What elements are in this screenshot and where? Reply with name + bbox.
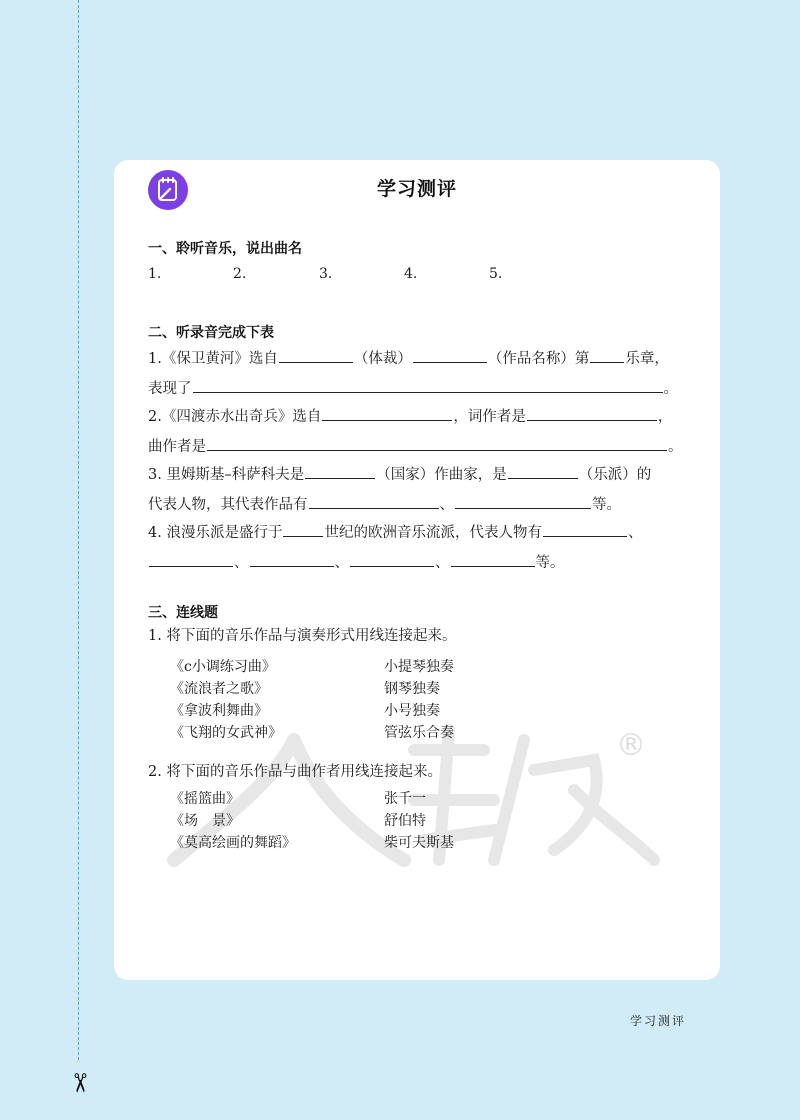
scissors-icon: ✂ [64, 1072, 94, 1094]
answer-blank[interactable] [413, 348, 487, 363]
answer-blank[interactable] [207, 436, 667, 451]
answer-blank[interactable] [543, 522, 627, 537]
answer-number-3: 3. [319, 266, 333, 282]
work-item[interactable]: 《摇篮曲》 [170, 791, 240, 807]
answer-blank[interactable] [193, 378, 663, 393]
question-2-2-line-2: 曲作者是 。 [148, 436, 698, 457]
answer-blank[interactable] [283, 522, 323, 537]
work-item[interactable]: 《飞翔的女武神》 [170, 725, 282, 741]
answer-blank[interactable] [322, 406, 452, 421]
section-3-title: 三、连线题 [148, 605, 218, 621]
composer-item[interactable]: 柴可夫斯基 [384, 835, 454, 851]
answer-blank[interactable] [279, 348, 353, 363]
answer-blank[interactable] [451, 552, 535, 567]
registered-mark: ® [616, 728, 646, 763]
question-2-1-line-2: 表现了 。 [148, 378, 698, 399]
work-item[interactable]: 《拿波利舞曲》 [170, 703, 268, 719]
matching-prompt-2: 2. 将下面的音乐作品与曲作者用线连接起来。 [148, 764, 442, 780]
answer-blank[interactable] [309, 494, 439, 509]
answer-blank[interactable] [250, 552, 334, 567]
answer-blank[interactable] [350, 552, 434, 567]
answer-blank[interactable] [527, 406, 657, 421]
form-item[interactable]: 管弦乐合奏 [384, 725, 454, 741]
form-item[interactable]: 钢琴独奏 [384, 681, 440, 697]
composer-item[interactable]: 舒伯特 [384, 813, 426, 829]
matching-prompt-1: 1. 将下面的音乐作品与演奏形式用线连接起来。 [148, 628, 457, 644]
question-2-2-line-1: 2.《四渡赤水出奇兵》选自 ，词作者是 ， [148, 406, 698, 427]
page-title: 学习测评 [376, 178, 457, 200]
assessment-card [114, 160, 720, 980]
answer-number-1: 1. [148, 266, 162, 282]
work-item[interactable]: 《c小调练习曲》 [170, 659, 276, 675]
answer-number-5: 5. [489, 266, 503, 282]
question-2-4-line-1: 4. 浪漫乐派是盛行于 世纪的欧洲音乐流派，代表人物有 、 [148, 522, 698, 543]
work-item[interactable]: 《流浪者之歌》 [170, 681, 268, 697]
work-item[interactable]: 《场 景》 [170, 813, 240, 829]
question-2-3-line-2: 代表人物，其代表作品有 、 等。 [148, 494, 698, 515]
answer-blank[interactable] [508, 464, 578, 479]
question-2-4-line-2: 、 、 、 等。 [148, 552, 698, 573]
cut-dashed-line [78, 0, 79, 1060]
form-item[interactable]: 小提琴独奏 [384, 659, 454, 675]
section-2-title: 二、听录音完成下表 [148, 325, 274, 341]
page-footer: 学习测评 [630, 1014, 687, 1028]
question-2-1-line-1: 1.《保卫黄河》选自 （体裁） （作品名称）第 乐章， [148, 348, 698, 369]
answer-blank[interactable] [305, 464, 375, 479]
answer-number-2: 2. [233, 266, 247, 282]
work-item[interactable]: 《莫高绘画的舞蹈》 [170, 835, 296, 851]
form-item[interactable]: 小号独奏 [384, 703, 440, 719]
question-2-3-line-1: 3. 里姆斯基–科萨科夫是 （国家）作曲家，是 （乐派）的 [148, 464, 698, 485]
answer-blank[interactable] [149, 552, 233, 567]
answer-number-4: 4. [404, 266, 418, 282]
answer-blank[interactable] [590, 348, 624, 363]
section-1-title: 一、聆听音乐，说出曲名 [148, 241, 302, 257]
composer-item[interactable]: 张千一 [384, 791, 426, 807]
answer-blank[interactable] [455, 494, 591, 509]
